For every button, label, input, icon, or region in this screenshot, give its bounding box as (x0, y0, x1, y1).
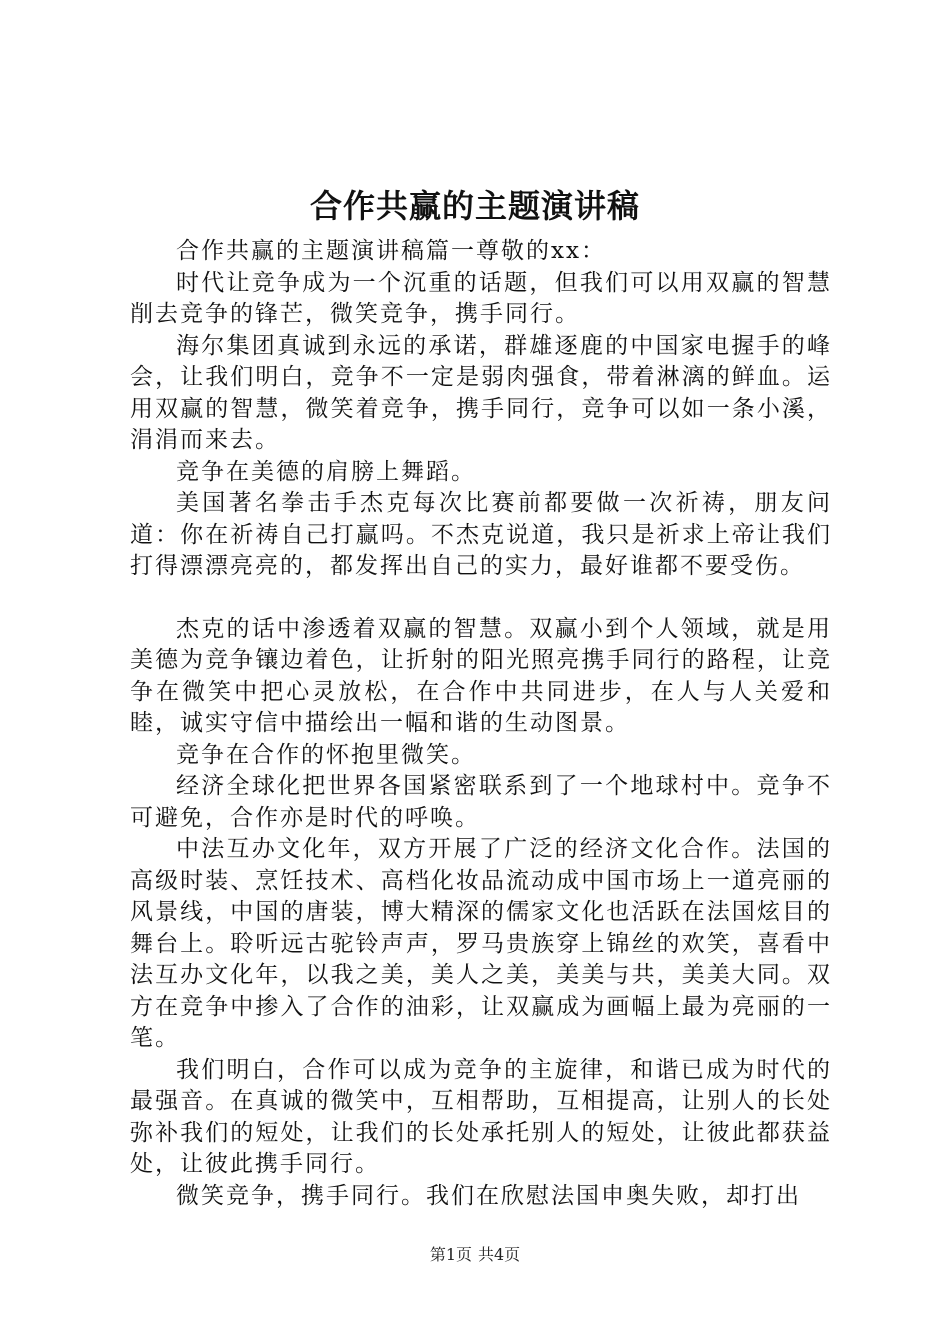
paragraph: 杰克的话中渗透着双赢的智慧。双赢小到个人领域，就是用美德为竞争镶边着色，让折射的阳光照亮携手同行的路程，让竞争在微笑中把心灵放松，在合作中共同进步，在人与人关爱和睦，诚实守信中描绘出一幅和谐的生动图景。 (130, 615, 832, 736)
paragraph: 时代让竞争成为一个沉重的话题，但我们可以用双赢的智慧削去竞争的锋芒，微笑竞争，携手同行。 (130, 269, 832, 327)
page-total: 共4页 (478, 1245, 521, 1264)
paragraph-greeting: 合作共赢的主题演讲稿篇一尊敬的xx： (176, 238, 606, 264)
paragraph: 海尔集团真诚到永远的承诺，群雄逐鹿的中国家电握手的峰会，让我们明白，竞争不一定是弱肉强食，带着淋漓的鲜血。运用双赢的智慧，微笑着竞争，携手同行，竞争可以如一条小溪，涓涓而来去。 (130, 332, 832, 453)
document-body (130, 236, 832, 1212)
paragraph: 我们明白，合作可以成为竞争的主旋律，和谐已成为时代的最强音。在真诚的微笑中，互相帮助，互相提高，让别人的长处弥补我们的短处，让我们的长处承托别人的短处，让彼此都获益处，让彼此携手同行。 (130, 1056, 832, 1177)
paragraph: 中法互办文化年，双方开展了广泛的经济文化合作。法国的高级时装、烹饪技术、高档化妆品流动成中国市场上一道亮丽的风景线，中国的唐装，博大精深的儒家文化也活跃在法国炫目的舞台上。聆听远古驼铃声声，罗马贵族穿上锦丝的欢笑，喜看中法互办文化年，以我之美，美人之美，美美与共，美美大同。双方在竞争中掺入了合作的油彩，让双赢成为画幅上最为亮丽的一笔。 (130, 836, 832, 1051)
page-footer (0, 1244, 950, 1266)
paragraph: 经济全球化把世界各国紧密联系到了一个地球村中。竞争不可避免，合作亦是时代的呼唤。 (130, 773, 832, 831)
document-title: 合作共赢的主题演讲稿 (309, 187, 640, 225)
section-heading: 竞争在美德的肩膀上舞蹈。 (176, 458, 476, 485)
paragraph: 美国著名拳击手杰克每次比赛前都要做一次祈祷，朋友问道：你在祈祷自己打赢吗。不杰克说道，我只是祈求上帝让我们打得漂漂亮亮的，都发挥出自己的实力，最好谁都不要受伤。 (130, 490, 832, 579)
section-heading: 竞争在合作的怀抱里微笑。 (176, 741, 476, 768)
page-number: 第1页 (429, 1245, 472, 1264)
paragraph: 微笑竞争，携手同行。我们在欣慰法国申奥失败，却打出 (176, 1182, 801, 1209)
